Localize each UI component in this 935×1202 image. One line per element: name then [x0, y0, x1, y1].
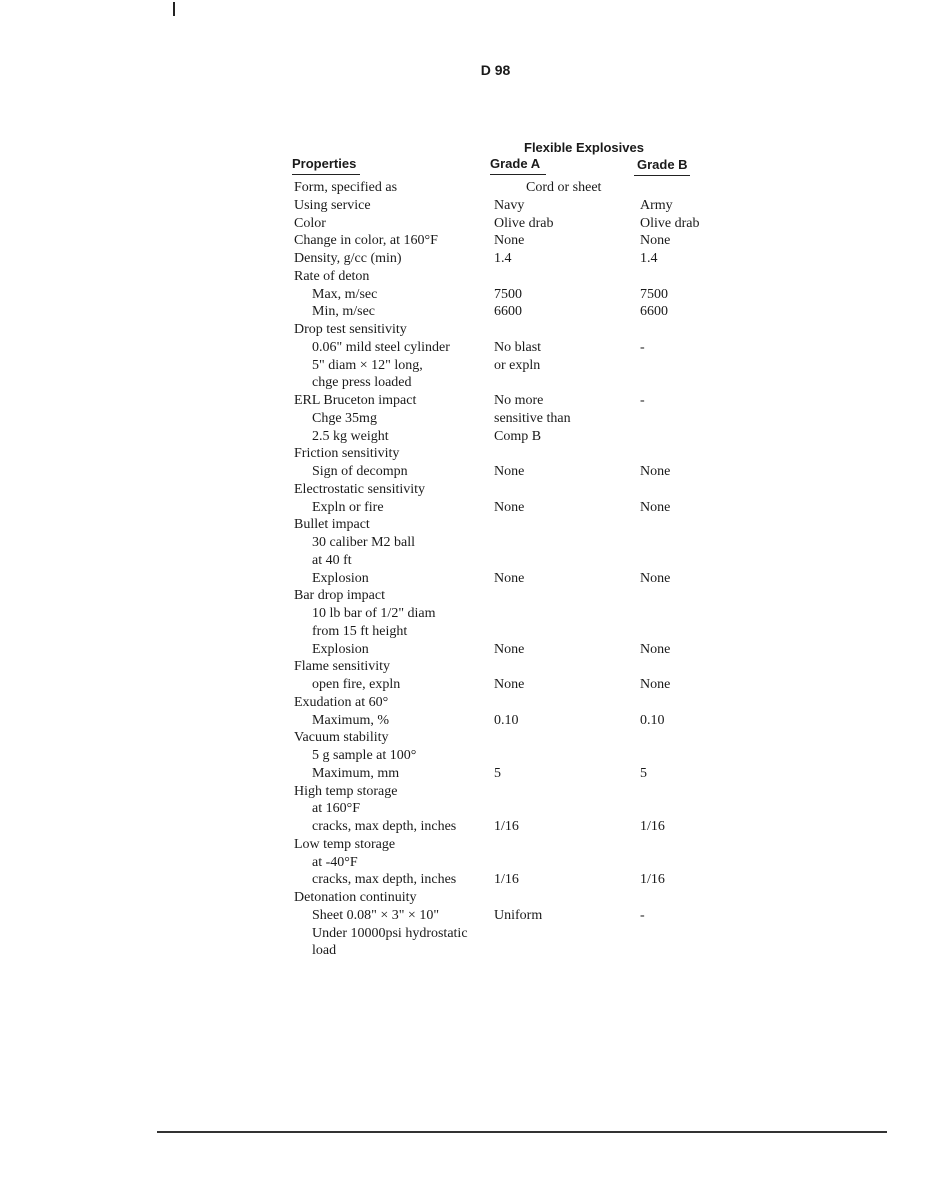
grade-a-value: 1/16 [494, 872, 519, 888]
property-label: at 40 ft [312, 552, 352, 568]
table-row [0, 303, 935, 321]
property-label: chge press loaded [312, 375, 412, 391]
property-label: Vacuum stability [294, 730, 389, 746]
property-label: open fire, expln [312, 677, 401, 692]
table-row [0, 889, 935, 907]
grade-a-value: 5 [494, 765, 501, 781]
table-row [0, 179, 935, 197]
grade-a-value: Olive drab [494, 215, 554, 231]
grade-a-value: None [494, 233, 525, 249]
table-row [0, 286, 935, 304]
table-row [0, 925, 935, 943]
table-row [0, 374, 935, 392]
margin-mark [173, 2, 175, 16]
property-label: Electrostatic sensitivity [294, 481, 426, 497]
property-label: Expln or fire [312, 499, 384, 515]
grade-a-value: None [494, 499, 525, 515]
grade-b-value: None [640, 641, 671, 657]
property-label: 10 lb bar of 1/2" diam [312, 606, 436, 621]
property-label: Bar drop impact [294, 588, 385, 604]
table-row [0, 587, 935, 605]
property-label: Detonation continuity [294, 890, 417, 905]
table-row [0, 268, 935, 286]
grade-b-value: 1/16 [640, 819, 665, 834]
property-label: Flame sensitivity [294, 659, 391, 675]
grade-b-value: None [640, 677, 671, 692]
property-label: Explosion [312, 570, 369, 586]
property-label: cracks, max depth, inches [312, 872, 457, 888]
property-label: Change in color, at 160°F [294, 233, 438, 249]
grade-b-value: 6600 [640, 304, 668, 320]
table-row [0, 481, 935, 499]
column-header-properties: Properties [292, 156, 357, 171]
bottom-rule [157, 1131, 887, 1133]
grade-a-value: No blast [494, 339, 542, 355]
table-row [0, 463, 935, 481]
table-row [0, 641, 935, 659]
grade-b-value: 5 [640, 765, 647, 781]
property-label: Color [294, 215, 326, 231]
property-label: cracks, max depth, inches [312, 819, 457, 834]
grade-b-value: Olive drab [640, 215, 700, 231]
grade-b-value: 1/16 [640, 872, 665, 888]
property-label: load [312, 943, 337, 959]
property-label: Maximum, mm [312, 765, 400, 781]
table-row [0, 818, 935, 836]
group-header: Flexible Explosives [524, 140, 644, 155]
properties-table [0, 179, 935, 960]
table-row [0, 232, 935, 250]
table-row [0, 658, 935, 676]
grade-a-value: 7500 [494, 286, 522, 302]
table-row [0, 854, 935, 872]
property-label: Sheet 0.08" × 3" × 10" [312, 907, 440, 923]
table-row [0, 516, 935, 534]
property-label: Density, g/cc (min) [294, 251, 402, 266]
grade-a-value: Uniform [494, 907, 543, 923]
table-row [0, 765, 935, 783]
column-header-grade-b: Grade B [637, 157, 688, 172]
property-label: Drop test sensitivity [294, 322, 407, 337]
table-row [0, 783, 935, 801]
table-row [0, 836, 935, 854]
table-row [0, 712, 935, 730]
grade-b-value: 0.10 [640, 712, 665, 728]
property-label: Friction sensitivity [294, 446, 400, 462]
table-row [0, 499, 935, 517]
property-label: 2.5 kg weight [312, 428, 389, 444]
table-row [0, 676, 935, 694]
table-row [0, 729, 935, 747]
table-row [0, 747, 935, 765]
table-row [0, 410, 935, 428]
property-label: Explosion [312, 641, 369, 657]
property-label: Max, m/sec [312, 286, 378, 302]
property-label: Using service [294, 197, 371, 213]
property-label: Sign of decompn [312, 464, 408, 479]
table-row [0, 428, 935, 446]
table-row [0, 907, 935, 925]
table-row [0, 392, 935, 410]
property-label: 30 caliber M2 ball [312, 535, 416, 550]
table-row [0, 871, 935, 889]
property-label: at 160°F [312, 801, 360, 817]
grade-a-value: Comp B [494, 428, 542, 444]
grade-b-underline [634, 175, 690, 176]
table-row [0, 321, 935, 339]
grade-b-value: - [640, 339, 645, 355]
property-label: ERL Bruceton impact [294, 393, 417, 408]
table-row [0, 534, 935, 552]
table-row [0, 250, 935, 268]
shared-value: Cord or sheet [526, 180, 602, 195]
grade-a-value: sensitive than [494, 410, 571, 426]
property-label: from 15 ft height [312, 623, 408, 639]
table-row [0, 339, 935, 357]
grade-a-value: 6600 [494, 304, 522, 320]
property-label: Rate of deton [294, 268, 370, 284]
property-label: Bullet impact [294, 517, 370, 533]
grade-b-value: None [640, 233, 671, 249]
column-header-grade-a: Grade A [490, 156, 541, 171]
property-label: High temp storage [294, 783, 398, 799]
property-label: Under 10000psi hydrostatic [312, 925, 468, 941]
table-row [0, 605, 935, 623]
property-label: Form, specified as [294, 180, 398, 195]
grade-b-value: 1.4 [640, 251, 658, 266]
grade-a-value: None [494, 570, 525, 586]
grade-a-value: None [494, 641, 525, 657]
grade-b-value: None [640, 464, 671, 479]
table-row [0, 942, 935, 960]
table-row [0, 357, 935, 375]
grade-a-value: 1/16 [494, 819, 519, 834]
properties-underline [292, 174, 360, 175]
grade-b-value: - [640, 907, 645, 923]
property-label: at -40°F [312, 854, 358, 870]
grade-b-value: 7500 [640, 286, 668, 302]
grade-b-value: None [640, 499, 671, 515]
table-row [0, 215, 935, 233]
table-row [0, 445, 935, 463]
property-label: 0.06" mild steel cylinder [312, 339, 450, 355]
property-label: Low temp storage [294, 836, 396, 852]
table-row [0, 694, 935, 712]
property-label: 5" diam × 12" long, [312, 357, 423, 373]
grade-a-underline [490, 174, 546, 175]
table-row [0, 552, 935, 570]
table-row [0, 800, 935, 818]
grade-a-value: 1.4 [494, 251, 512, 266]
table-row [0, 197, 935, 215]
grade-a-value: or expln [494, 357, 541, 373]
property-label: Min, m/sec [312, 304, 375, 320]
grade-b-value: Army [640, 197, 673, 213]
grade-b-value: - [640, 393, 645, 408]
grade-a-value: None [494, 464, 525, 479]
property-label: 5 g sample at 100° [312, 748, 417, 763]
grade-b-value: None [640, 570, 671, 586]
property-label: Chge 35mg [312, 410, 377, 426]
grade-a-value: 0.10 [494, 712, 519, 728]
table-row [0, 623, 935, 641]
page-number: D 98 [480, 62, 511, 78]
table-row [0, 570, 935, 588]
grade-a-value: None [494, 677, 525, 692]
property-label: Maximum, % [312, 712, 389, 728]
grade-a-value: No more [494, 393, 544, 408]
property-label: Exudation at 60° [294, 694, 389, 710]
grade-a-value: Navy [494, 197, 525, 213]
